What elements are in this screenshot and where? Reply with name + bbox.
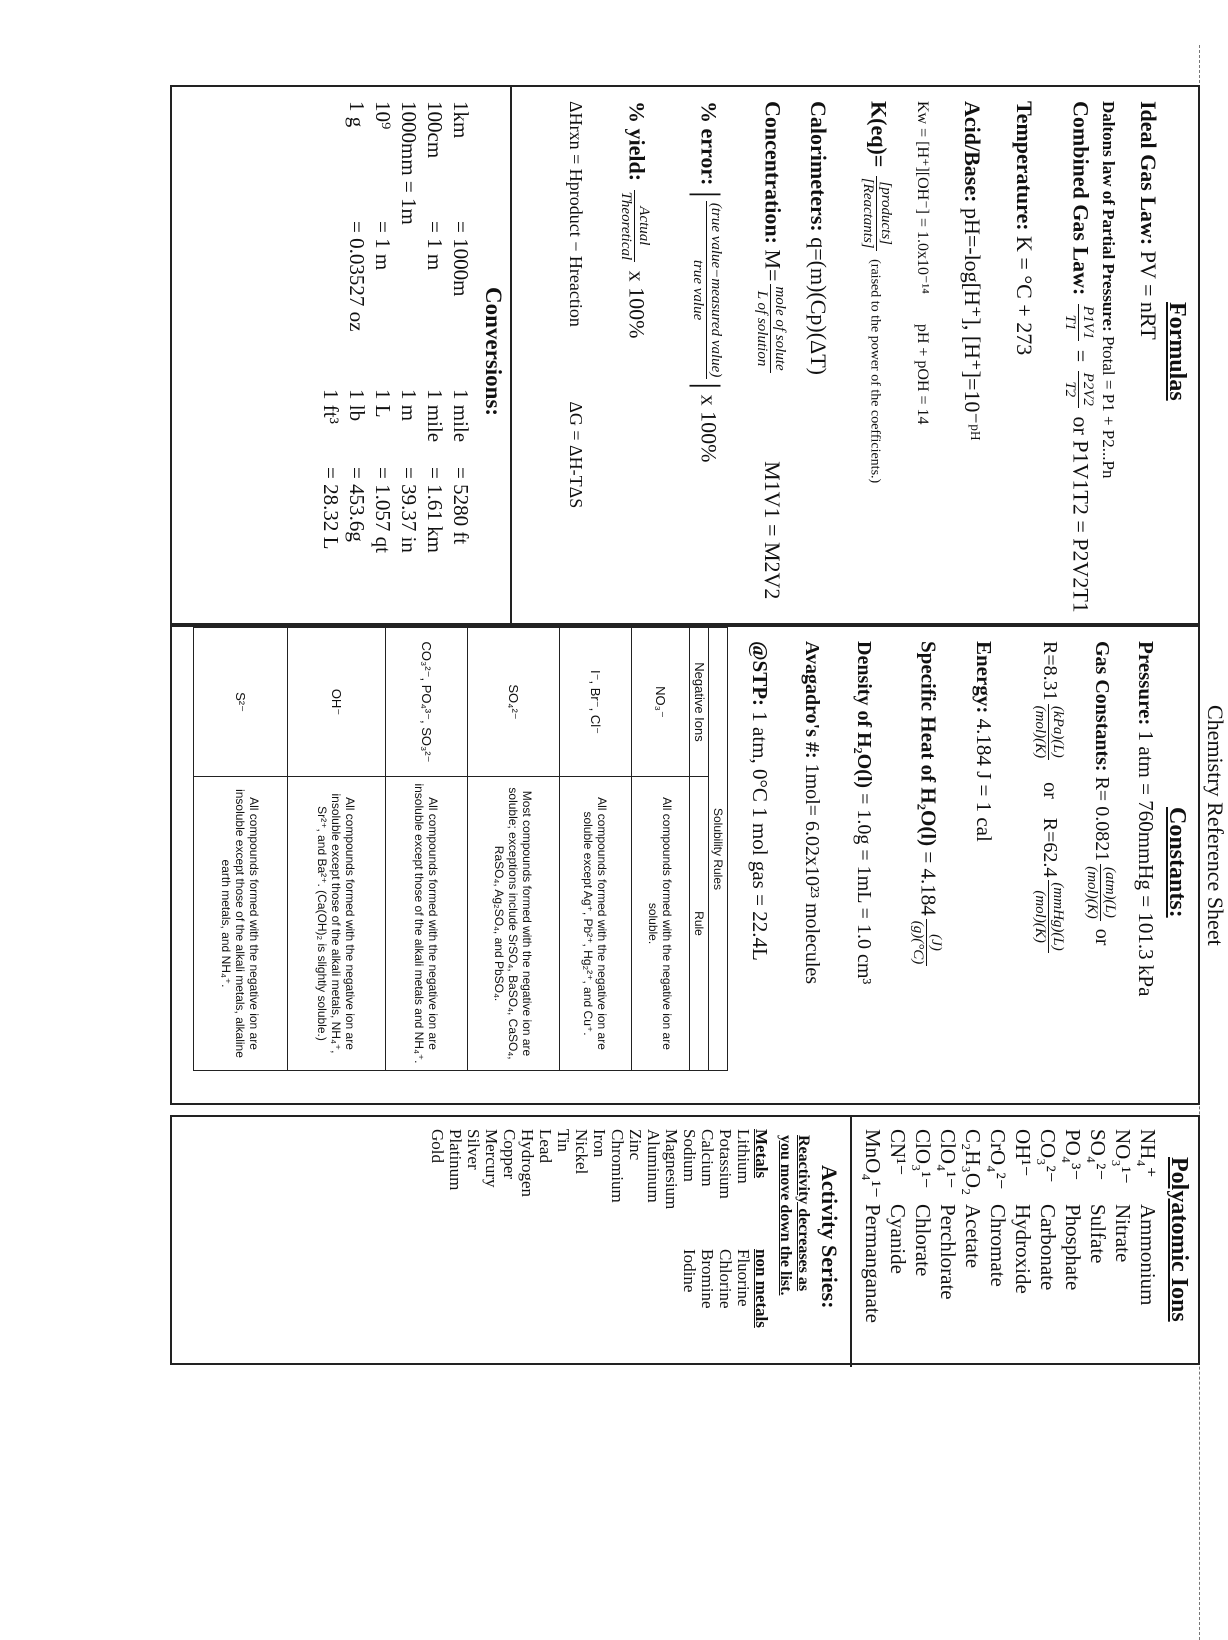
gas-constant-frac-3: (mmHg)(L) (mol)(K) <box>1032 882 1066 951</box>
activity-header: Metals non metals <box>752 1129 771 1328</box>
conversions-left <box>344 101 474 331</box>
activity-list <box>428 1129 770 1328</box>
keq <box>854 101 894 613</box>
pressure-eq: 1 atm = 760mmHg = 101.3 kPa <box>1134 730 1158 997</box>
list-item: ClO₄¹⁻ Perchlorate <box>936 1129 960 1300</box>
energy <box>970 641 998 1093</box>
polyatomic-title: Polyatomic Ions <box>1166 1157 1192 1322</box>
solubility-header-row: Negative Ions Rule <box>690 628 709 1071</box>
formulas-box <box>170 85 1200 625</box>
list-item: Tin <box>554 1129 573 1153</box>
list-item: Silver <box>464 1129 483 1170</box>
solubility-table <box>193 627 728 1071</box>
percent-yield-post: x 100% <box>624 270 650 339</box>
conversion-row: 100cm = 1 m <box>423 101 447 271</box>
enthalpy <box>562 101 590 613</box>
list-item: Mercury <box>482 1129 501 1188</box>
acid-base-eq: pH=-log[H⁺], [H⁺]=10⁻ᵖᴴ <box>960 207 985 441</box>
solubility-title-row: Solubility Rules <box>709 628 728 1071</box>
conversions-right <box>318 389 474 553</box>
kw <box>908 101 936 613</box>
pressure <box>1132 641 1160 1093</box>
list-item: CrO₄²⁻ Chromate <box>986 1129 1010 1287</box>
keq-label: K(eq)= <box>866 101 892 168</box>
pressure-label: Pressure: <box>1134 641 1158 726</box>
percent-yield <box>612 101 652 613</box>
conversion-row: 1 lb = 453.6g <box>345 389 369 542</box>
percent-error: % error: | (true value−measured value) true value | x 100% <box>688 101 726 463</box>
percent-yield-frac: Actual Theoretical <box>618 191 652 261</box>
polyatomic-list <box>860 1129 1160 1323</box>
combined-gas-law: Combined Gas Law: P1V1 T1 = P2V2 T2 or P1V1T2 = P2V2T1 <box>1062 101 1096 613</box>
list-item: Chromium <box>608 1129 627 1203</box>
ions-activity-box <box>170 1115 1200 1365</box>
gas-constants: Gas Constants: R= 0.0821 (atm)(L) (mol)(K) or <box>1084 641 1118 946</box>
list-item: Lithium Fluorine <box>734 1129 753 1307</box>
list-item: ClO₃¹⁻ Chlorate <box>911 1129 935 1277</box>
conversion-row: 1 g = 0.03527 oz <box>345 101 369 332</box>
activity-divider <box>850 1117 852 1367</box>
list-item: Magnesium <box>662 1129 681 1210</box>
ideal-gas-label: Ideal Gas Law: <box>1136 101 1161 246</box>
table-row: CO₃²⁻, PO₄³⁻, SO₃²⁻ All compounds formed with the negative ion are insoluble except those of the alkali metals and NH₄⁺. <box>386 628 468 1071</box>
list-item: MnO₄¹⁻ Permanganate <box>861 1129 885 1323</box>
gas-constants-label: Gas Constants: <box>1090 641 1113 772</box>
conversion-row: 1 ft³ = 28.32 L <box>319 389 343 550</box>
list-item: Sodium Iodine <box>680 1129 699 1293</box>
stp-eq: 1 atm, 0°C 1 mol gas = 22.4L <box>748 711 772 961</box>
list-item: Zinc <box>626 1129 645 1161</box>
percent-error-frac: (true value−measured value) true value <box>690 202 724 378</box>
ideal-gas-law <box>1134 101 1162 613</box>
combined-label: Combined Gas Law: <box>1068 101 1094 296</box>
concentration-label: Concentration: <box>760 101 786 244</box>
gas-constant-frac-1: (atm)(L) (mol)(K) <box>1084 866 1118 919</box>
list-item: OH¹⁻ Hydroxide <box>1011 1129 1035 1294</box>
list-item: Copper <box>500 1129 519 1180</box>
list-item: Iron <box>590 1129 609 1158</box>
conversion-row: 1km = 1000m <box>449 101 473 297</box>
sheet-title: Chemistry Reference Sheet <box>1203 705 1228 946</box>
enthalpy-eq: ΔHrxn = Hproduct − Hreaction <box>566 101 586 327</box>
gas-constant-frac-2: (kPa)(L) (mol)(K) <box>1032 705 1066 759</box>
list-item: NO₃¹⁻ Nitrate <box>1111 1129 1135 1263</box>
ph-poh: pH + pOH = 14 <box>914 323 931 425</box>
list-item: C₂H₃O₂ Acetate <box>961 1129 985 1269</box>
conversion-row: 1 mile = 1.61 km <box>423 389 447 553</box>
solubility-rules <box>178 627 728 1071</box>
daltons-label: Daltons law of Partial Pressure: <box>1099 101 1118 332</box>
temperature-eq: K = °C + 273 <box>1012 236 1037 356</box>
list-item: Aluminum <box>644 1129 663 1203</box>
density-eq: = 1.0g = 1mL = 1.0 cm³ <box>853 793 875 985</box>
table-row: SO₄²⁻ Most compounds formed with the negative ion are soluble; exceptions include SrSO₄, BaSO₄, CaSO₄, RaSO₄, Ag₂SO₄, and PbSO₄. <box>468 628 560 1071</box>
acid-base-label: Acid/Base: <box>960 101 985 203</box>
conversion-row: 1 mile = 5280 ft <box>449 389 473 545</box>
combined-alt: or P1V1T2 = P2V2T1 <box>1068 416 1094 613</box>
list-item: Platinum <box>446 1129 465 1191</box>
gas-constants-2: R=8.31 (kPa)(L) (mol)(K) or R=62.4 (mmHg)(L) (mol)(K) <box>1032 641 1066 951</box>
temperature-label: Temperature: <box>1012 101 1037 231</box>
gibbs-eq: ΔG = ΔH-TΔS <box>566 401 586 509</box>
activity-subtitle: Reactivity decreases as you move down the list. <box>777 1135 812 1296</box>
keq-frac: [products] [Reactants] <box>860 177 894 249</box>
table-row: S²⁻ All compounds formed with the negative ion are insoluble except those of the alkali metals, alkaline earth metals, and NH₄⁺. <box>194 628 288 1071</box>
formulas-title: Formulas <box>1164 302 1190 401</box>
list-item: SO₄²⁻ Sulfate <box>1086 1129 1110 1264</box>
combined-frac-2: P2V2 T2 <box>1062 372 1096 406</box>
constants-title: Constants: <box>1164 807 1190 918</box>
avogadro-label: Avagadro's #: <box>801 641 823 759</box>
energy-label: Energy: <box>972 641 996 714</box>
calorimeters-eq: q=(m)(Cp)(ΔT) <box>806 237 831 375</box>
activity-title: Activity Series: <box>817 1165 842 1309</box>
concentration <box>746 101 788 613</box>
specific-heat: Specific Heat of H₂O(l) = 4.184 (J) (g)(°C) <box>910 641 944 965</box>
avogadro <box>798 641 826 1093</box>
conversion-row: 1 L = 1.057 qt <box>371 389 395 553</box>
daltons-eq: Ptotal = P1 + P2...Pn <box>1099 335 1118 479</box>
ideal-gas-eq: PV = nRT <box>1136 250 1161 340</box>
table-row: OH⁻ All compounds formed with the negative ion are insoluble except those of the alkali metals, NH₄⁺, Sr²⁺, and Ba²⁺. (Ca(OH)₂ is slightly soluble.) <box>288 628 386 1071</box>
concentration-frac: mole of solute L of solution <box>754 286 788 371</box>
reference-sheet <box>170 85 1228 1638</box>
list-item: Calcium Bromine <box>698 1129 717 1309</box>
percent-error-post: x 100% <box>696 394 722 463</box>
stp-label: @STP: <box>748 641 772 707</box>
calorimeters-label: Calorimeters: <box>806 101 831 232</box>
percent-error-label: % error: <box>696 101 722 186</box>
list-item: Hydrogen <box>518 1129 537 1197</box>
constants-box <box>170 625 1200 1105</box>
acid-base <box>958 101 986 613</box>
list-item: CO₃²⁻ Carbonate <box>1036 1129 1060 1291</box>
specific-heat-frac: (J) (g)(°C) <box>910 920 944 965</box>
list-item: Gold <box>428 1129 447 1163</box>
temperature <box>1010 101 1038 613</box>
conversion-row: 1000mm = 1m <box>397 101 421 225</box>
table-row: I⁻, Br⁻, Cl⁻ All compounds formed with the negative ion are soluble except Ag⁺, Pb²⁺, Hg₂²⁺, and Cu⁺. <box>560 628 632 1071</box>
concentration-pre: M= <box>760 249 786 282</box>
calorimeters <box>804 101 832 613</box>
keq-note: (raised to the power of the coefficients.) <box>867 259 883 484</box>
percent-yield-label: % yield: <box>624 101 650 182</box>
list-item: Lead <box>536 1129 555 1163</box>
table-row: NO₃⁻ All compounds formed with the negative ion are soluble. <box>632 628 690 1071</box>
density <box>850 641 878 1093</box>
list-item: Nickel <box>572 1129 591 1175</box>
list-item: NH₄⁺ Ammonium <box>1136 1129 1160 1306</box>
list-item: PO₄³⁻ Phosphate <box>1061 1129 1085 1291</box>
energy-eq: 4.184 J = 1 cal <box>972 718 996 842</box>
stp <box>746 641 774 1093</box>
kw-eq: Kw = [H⁺][OH⁻] = 1.0x10⁻¹⁴ <box>914 101 931 294</box>
avogadro-eq: 1mol= 6.02x10²³ molecules <box>801 763 823 985</box>
specific-heat-label: Specific Heat of H₂O(l) <box>916 641 941 847</box>
conversion-row: 10⁹ = 1 m <box>371 101 395 271</box>
combined-frac-1: P1V1 T1 <box>1062 305 1096 340</box>
conversions-title: Conversions: <box>481 287 506 417</box>
conversion-row: 1 m = 39.37 in <box>397 389 421 553</box>
list-item: CN¹⁻ Cyanide <box>886 1129 910 1274</box>
conversions-divider <box>510 87 512 627</box>
density-label: Density of H₂O(l) <box>853 641 875 789</box>
dilution-eq: M1V1 = M2V2 <box>760 461 786 600</box>
list-item: Potassium Chlorine <box>716 1129 735 1309</box>
daltons-law <box>1094 101 1122 613</box>
